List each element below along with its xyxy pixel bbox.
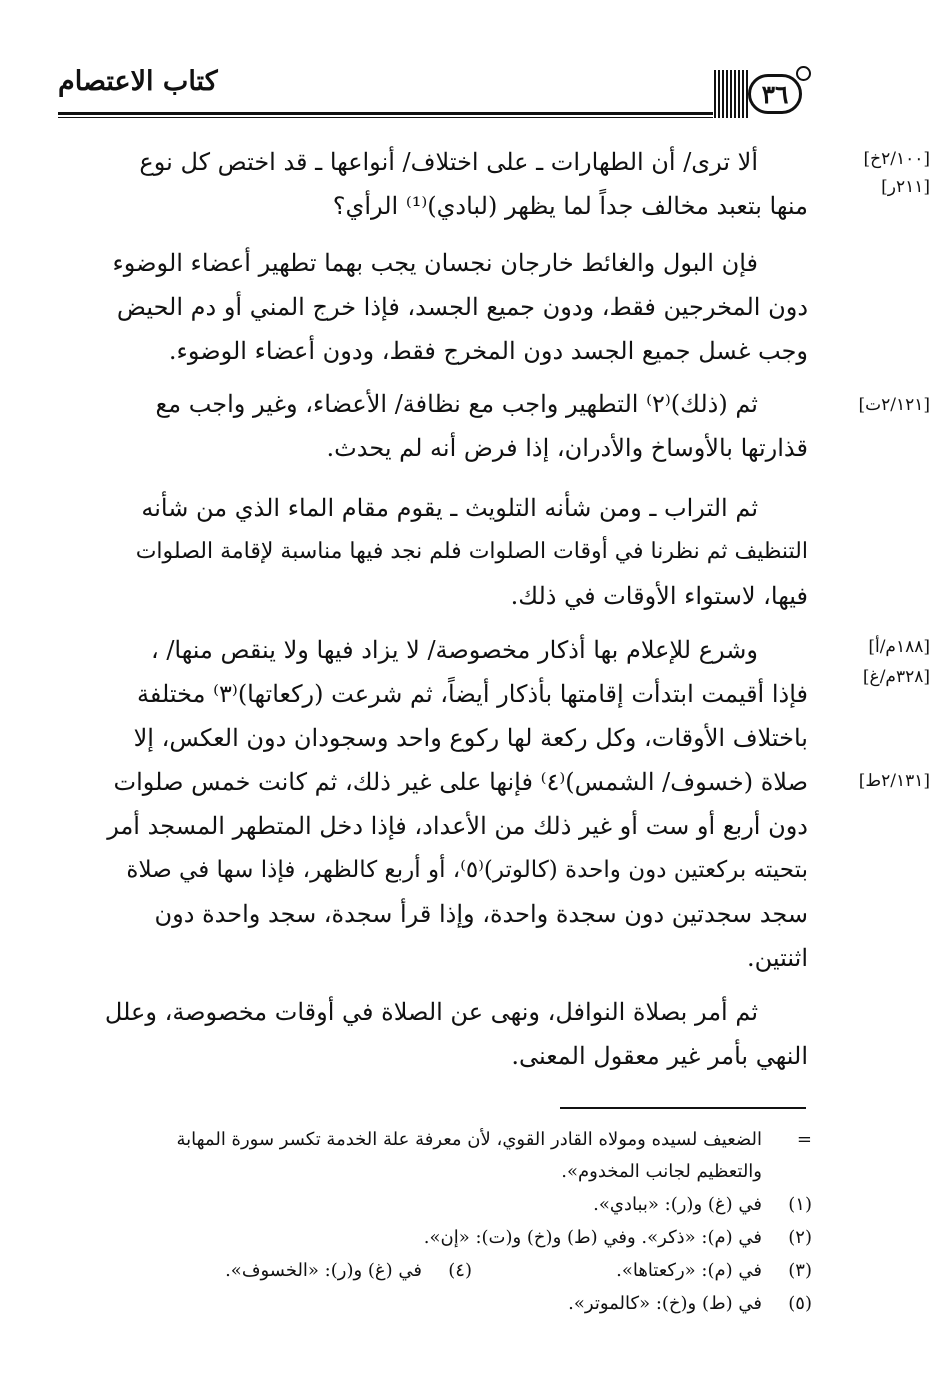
footnote xyxy=(62,1222,812,1254)
footnote-number: (١) xyxy=(788,1194,812,1215)
text-line: بتحيته بركعتين دون واحدة (كالوتر)⁽٥⁾، أو أربع كالظهر، فإذا سها في صلاة xyxy=(126,857,808,883)
footnote-text: في (م): «ذكر». وفي (ط) و(خ) و(ت): «إن». xyxy=(423,1227,762,1248)
text-line: النهي بأمر غير معقول المعنى. xyxy=(511,1042,808,1070)
text-line: ثم (ذلك)⁽٢⁾ التطهير واجب مع نظافة/ الأعضاء، وغير واجب مع xyxy=(155,390,758,418)
footnote-number: (٤) xyxy=(448,1260,472,1281)
text-line: فإذا أقيمت ابتدأت إقامتها بأذكار أيضاً، ثم شرعت (ركعاتها)⁽٣⁾ مختلفة xyxy=(136,680,808,708)
text-line: ثم أمر بصلاة النوافل، ونهى عن الصلاة في أوقات مخصوصة، وعلل xyxy=(104,998,758,1026)
footnote-number: (٣) xyxy=(788,1260,812,1281)
text-line: فإن البول والغائط خارجان نجسان يجب بهما تطهير أعضاء الوضوء xyxy=(112,249,758,277)
text-line: وجب غسل جميع الجسد دون المخرج فقط، ودون أعضاء الوضوء. xyxy=(168,337,808,365)
footnote xyxy=(62,1288,812,1320)
footnote-continuation xyxy=(62,1156,812,1188)
footnote-text: والتعظيم لجانب المخدوم». xyxy=(561,1161,762,1182)
running-head-title: كتاب الاعتصام xyxy=(58,66,218,97)
text-line: ثم التراب ـ ومن شأنه التلويث ـ يقوم مقام الماء الذي من شأنه xyxy=(141,494,758,522)
footnote-text: في (غ) و(ر): «الخسوف». xyxy=(225,1260,422,1281)
text-line: دون أربع أو ست أو غير ذلك من الأعداد، فإذا دخل المتطهر المسجد أمر xyxy=(107,812,808,840)
body-paragraph xyxy=(62,382,808,470)
text-line: صلاة (خسوف/ الشمس)⁽٤⁾ فإنها على غير ذلك، ثم كانت خمس صلوات xyxy=(113,768,808,796)
body-paragraph xyxy=(62,628,808,980)
header-ornament-bars xyxy=(714,70,748,118)
text-line: باختلاف الأوقات، وكل ركعة لها ركوع واحد وسجودان دون العكس، إلا xyxy=(133,724,808,752)
body-paragraph xyxy=(62,241,808,373)
margin-note: [٢١١ر] xyxy=(881,177,930,197)
body-paragraph xyxy=(62,140,808,228)
margin-note: [٣٢٨م/غ] xyxy=(862,667,930,687)
text-line: قذارتها بالأوساخ والأدران، إذا فرض أنه لم يحدث. xyxy=(326,434,808,462)
text-line: ألا ترى/ أن الطهارات ـ على اختلاف/ أنواعها ـ قد اختص كل نوع xyxy=(139,148,758,176)
margin-note: [٢/١٣١ط] xyxy=(858,771,930,791)
footnote-separator xyxy=(560,1107,806,1109)
body-paragraph xyxy=(62,990,808,1078)
text-line: فيها، لاستواء الأوقات في ذلك. xyxy=(510,582,808,610)
footnote-text: في (ط) و(خ): «كالموتر». xyxy=(568,1293,762,1314)
footnote-number: (٢) xyxy=(788,1227,812,1248)
footnote-continuation xyxy=(62,1124,812,1156)
page-number-text: ٣٦ xyxy=(761,79,789,109)
margin-note: [١٨٨م/أ] xyxy=(868,637,930,657)
page-number xyxy=(748,74,802,114)
margin-note: [٢/١٠٠خ] xyxy=(863,149,930,169)
footnote xyxy=(62,1255,812,1287)
footnote-text: في (م): «ركعتاها». xyxy=(616,1260,762,1281)
header-ornament-ring xyxy=(796,66,811,81)
text-line: وشرع للإعلام بها أذكار مخصوصة/ لا يزاد فيها ولا ينقص منها/ ، xyxy=(150,636,758,664)
text-line: اثنتين. xyxy=(747,944,808,972)
text-line: التنظيف ثم نظرنا في أوقات الصلوات فلم نجد فيها مناسبة لإقامة الصلوات xyxy=(135,539,808,564)
header-rule-thin xyxy=(58,117,713,118)
continuation-mark: = xyxy=(796,1129,812,1150)
header-rule xyxy=(58,112,713,115)
text-line: سجد سجدتين دون سجدة واحدة، وإذا قرأ سجدة، سجد واحدة دون xyxy=(154,900,808,928)
text-line: منها بتعبد مخالف جداً لما يظهر (لبادي)⁽¹⁾ الرأي؟ xyxy=(332,192,808,220)
body-paragraph xyxy=(62,486,808,618)
margin-note: [٢/١٢١ت] xyxy=(858,395,930,415)
text-line: دون المخرجين فقط، ودون جميع الجسد، فإذا خرج المني أو دم الحيض xyxy=(116,293,808,321)
footnote-text: الضعيف لسيده ومولاه القادر القوي، لأن معرفة علة الخدمة تكسر سورة المهابة xyxy=(176,1129,762,1150)
footnote-number: (٥) xyxy=(788,1293,812,1314)
footnote-text: في (غ) و(ر): «ببادي». xyxy=(593,1194,762,1215)
footnote xyxy=(62,1189,812,1221)
